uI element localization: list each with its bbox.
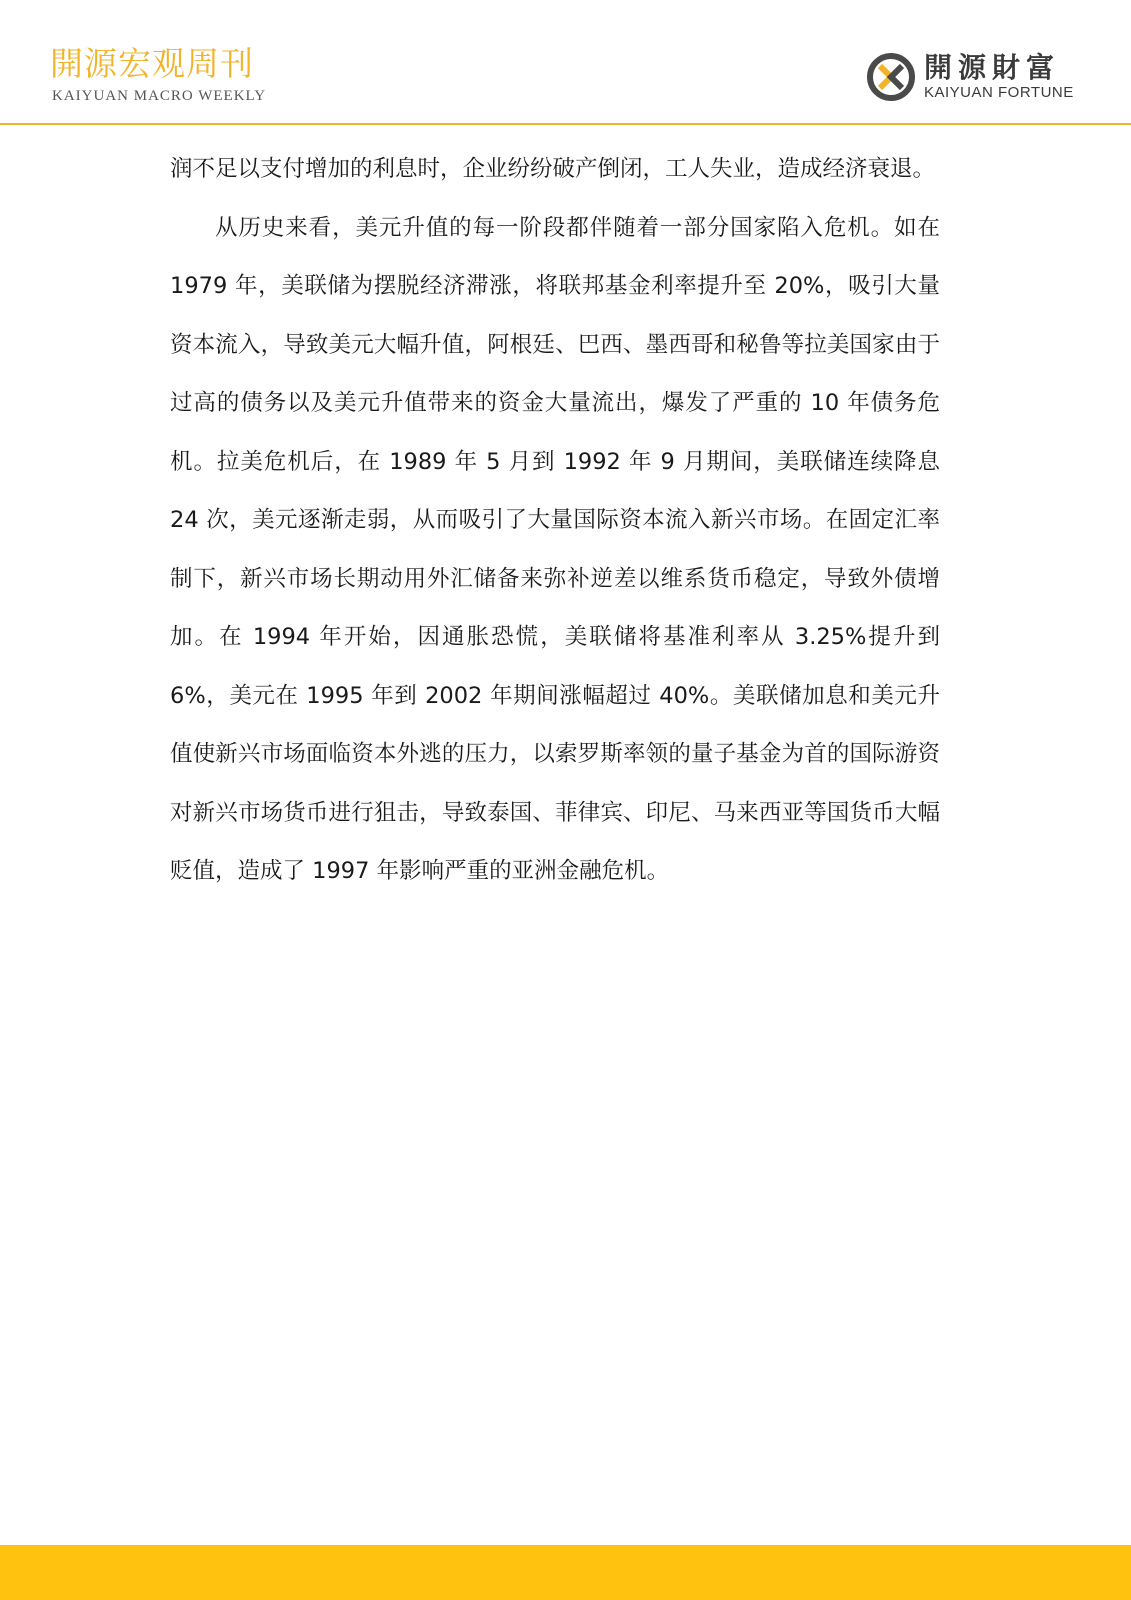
publication-title: 開源宏观周刊 <box>50 44 254 83</box>
logo-chinese-name: 開源財富 <box>924 51 1061 84</box>
header-divider <box>0 123 1131 125</box>
publication-subtitle: KAIYUAN MACRO WEEKLY <box>52 88 267 104</box>
footer-bar <box>0 1545 1131 1600</box>
paragraph-continuation: 润不足以支付增加的利息时，企业纷纷破产倒闭，工人失业，造成经济衰退。 <box>170 156 936 182</box>
company-logo <box>866 52 1106 106</box>
paragraph-dollar-history: 从历史来看，美元升值的每一阶段都伴随着一部分国家陷入危机。如在 1979 年，美联储为摆脱经济滞涨，将联邦基金利率提升至 20%，吸引大量资本流入，导致美元大幅升值，阿根廷、巴西、墨西哥和秘鲁等拉美国家由于过高的债务以及美元升值带来的资金大量流出，爆发了严重的 10 年债务危机。拉美危机后，在 1989 年 5 月到 1992 年 9 月期间，美联储连续降息 24 次，美元逐渐走弱，从而吸引了大量国际资本流入新兴市场。在固定汇率制下，新兴市场长期动用外汇储备来弥补逆差以维系货币稳定，导致外债增加。在 1994 年开始，因通胀恐慌，美联储将基准利率从 3.25%提升到 6%，美元在 1995 年到 2002 年期间涨幅超过 40%。美联储加息和美元升值使新兴市场面临资本外逃的压力，以索罗斯率领的量子基金为首的国际游资对新兴市场货币进行狙击，导致泰国、菲律宾、印尼、马来西亚等国货币大幅贬值，造成了 1997 年影响严重的亚洲金融危机。 <box>170 214 940 884</box>
page-header <box>0 0 1131 124</box>
kaiyuan-logo-icon <box>866 52 916 102</box>
logo-english-name: KAIYUAN FORTUNE <box>924 84 1074 101</box>
article-body <box>170 140 940 901</box>
